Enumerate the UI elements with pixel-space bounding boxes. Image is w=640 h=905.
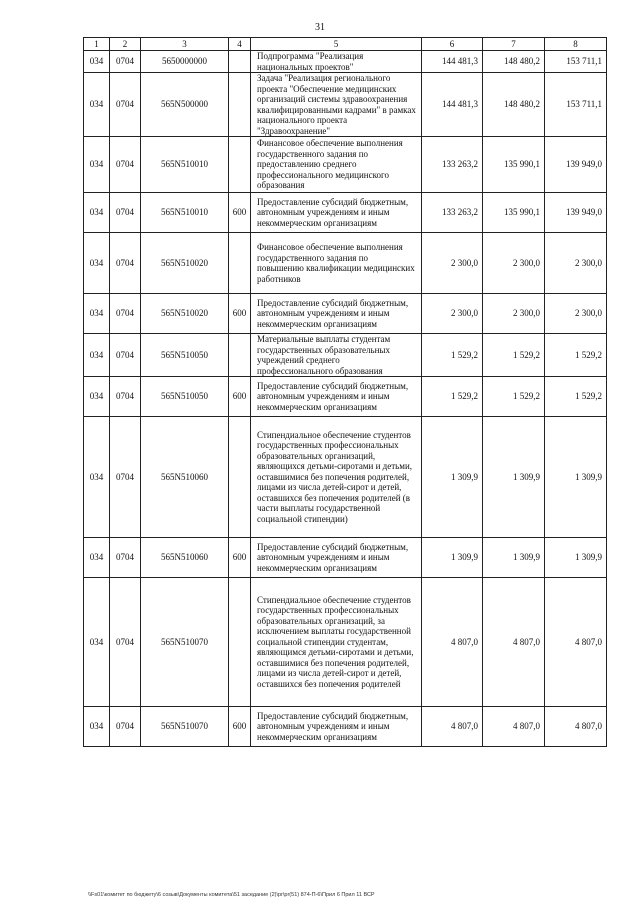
amount-2021-cell: 1 309,9 [422, 538, 483, 578]
code-admin-cell: 034 [84, 538, 110, 578]
code-admin-cell: 034 [84, 137, 110, 193]
code-admin-cell: 034 [84, 193, 110, 233]
code-admin-cell: 034 [84, 334, 110, 377]
header-cell: 2 [110, 38, 141, 51]
description-cell: Материальные выплаты студентам государственных образовательных учреждений среднего профессионального образования [251, 334, 422, 377]
amount-2023-cell: 4 807,0 [545, 578, 607, 707]
amount-2021-cell: 133 263,2 [422, 137, 483, 193]
code-section-cell: 0704 [110, 233, 141, 294]
code-admin-cell: 034 [84, 578, 110, 707]
description-cell: Финансовое обеспечение выполнения государственного задания по повышению квалификации медицинских работников [251, 233, 422, 294]
code-target-cell: 565N510060 [141, 417, 229, 538]
amount-2023-cell: 139 949,0 [545, 193, 607, 233]
table-row [84, 578, 607, 707]
code-target-cell: 565N510020 [141, 233, 229, 294]
budget-table [83, 37, 607, 747]
amount-2021-cell: 1 529,2 [422, 377, 483, 417]
amount-2023-cell: 4 807,0 [545, 707, 607, 747]
header-cell: 7 [483, 38, 545, 51]
amount-2021-cell: 144 481,3 [422, 73, 483, 137]
amount-2023-cell: 1 309,9 [545, 538, 607, 578]
code-target-cell: 565N510070 [141, 707, 229, 747]
description-cell: Финансовое обеспечение выполнения государственного задания по предоставлению среднего профессионального медицинского образования [251, 137, 422, 193]
table-row [84, 193, 607, 233]
amount-2022-cell: 2 300,0 [483, 294, 545, 334]
table-row [84, 377, 607, 417]
code-target-cell: 565N510050 [141, 377, 229, 417]
code-expense-type-cell: 600 [229, 377, 251, 417]
code-expense-type-cell: 600 [229, 707, 251, 747]
table-row [84, 73, 607, 137]
amount-2021-cell: 1 309,9 [422, 417, 483, 538]
file-path-footer: \\Fs01\комитет по бюджету\6 созыв\Документы комитета\51 заседание (2)\pr\pr(51) 874-П-6\Прил 6 Прил 11 ВСР [88, 892, 375, 898]
code-admin-cell: 034 [84, 377, 110, 417]
amount-2022-cell: 1 529,2 [483, 334, 545, 377]
code-target-cell: 565N500000 [141, 73, 229, 137]
code-target-cell: 565N510070 [141, 578, 229, 707]
description-cell: Предоставление субсидий бюджетным, автономным учреждениям и иным некоммерческим организациям [251, 377, 422, 417]
description-cell: Стипендиальное обеспечение студентов государственных профессиональных образовательных организаций, за исключением выплаты государственной социальной стипендии студентам, являющимся детьми-сиротами и детьми, оставшимися без попечения родителей, лицами из числа детей-сирот и детей, оставшихся без попечения родителей [251, 578, 422, 707]
code-expense-type-cell [229, 578, 251, 707]
amount-2023-cell: 139 949,0 [545, 137, 607, 193]
code-section-cell: 0704 [110, 707, 141, 747]
amount-2022-cell: 1 309,9 [483, 538, 545, 578]
header-cell: 4 [229, 38, 251, 51]
amount-2021-cell: 2 300,0 [422, 294, 483, 334]
code-admin-cell: 034 [84, 73, 110, 137]
table-row [84, 137, 607, 193]
code-expense-type-cell [229, 51, 251, 73]
amount-2023-cell: 153 711,1 [545, 73, 607, 137]
amount-2023-cell: 1 529,2 [545, 377, 607, 417]
amount-2021-cell: 144 481,3 [422, 51, 483, 73]
table-header-row [84, 38, 607, 51]
table-row [84, 233, 607, 294]
code-section-cell: 0704 [110, 334, 141, 377]
code-target-cell: 565N510010 [141, 193, 229, 233]
description-cell: Подпрограмма "Реализация национальных проектов" [251, 51, 422, 73]
amount-2022-cell: 148 480,2 [483, 73, 545, 137]
code-target-cell: 565N510010 [141, 137, 229, 193]
code-target-cell: 5650000000 [141, 51, 229, 73]
header-cell: 1 [84, 38, 110, 51]
code-admin-cell: 034 [84, 233, 110, 294]
code-admin-cell: 034 [84, 707, 110, 747]
code-expense-type-cell: 600 [229, 294, 251, 334]
amount-2021-cell: 4 807,0 [422, 578, 483, 707]
code-section-cell: 0704 [110, 137, 141, 193]
code-expense-type-cell [229, 233, 251, 294]
description-cell: Предоставление субсидий бюджетным, автономным учреждениям и иным некоммерческим организациям [251, 193, 422, 233]
amount-2021-cell: 4 807,0 [422, 707, 483, 747]
description-cell: Предоставление субсидий бюджетным, автономным учреждениям и иным некоммерческим организациям [251, 294, 422, 334]
description-cell: Предоставление субсидий бюджетным, автономным учреждениям и иным некоммерческим организациям [251, 538, 422, 578]
amount-2022-cell: 4 807,0 [483, 578, 545, 707]
code-section-cell: 0704 [110, 377, 141, 417]
code-expense-type-cell [229, 334, 251, 377]
code-expense-type-cell: 600 [229, 193, 251, 233]
amount-2022-cell: 148 480,2 [483, 51, 545, 73]
amount-2022-cell: 135 990,1 [483, 193, 545, 233]
amount-2023-cell: 2 300,0 [545, 294, 607, 334]
code-expense-type-cell: 600 [229, 538, 251, 578]
header-cell: 8 [545, 38, 607, 51]
amount-2023-cell: 2 300,0 [545, 233, 607, 294]
page-number: 31 [315, 22, 325, 33]
code-section-cell: 0704 [110, 538, 141, 578]
code-section-cell: 0704 [110, 578, 141, 707]
header-cell: 6 [422, 38, 483, 51]
amount-2022-cell: 1 309,9 [483, 417, 545, 538]
code-admin-cell: 034 [84, 417, 110, 538]
amount-2021-cell: 2 300,0 [422, 233, 483, 294]
amount-2023-cell: 1 309,9 [545, 417, 607, 538]
amount-2023-cell: 153 711,1 [545, 51, 607, 73]
table-row [84, 294, 607, 334]
amount-2022-cell: 1 529,2 [483, 377, 545, 417]
table-row [84, 334, 607, 377]
amount-2023-cell: 1 529,2 [545, 334, 607, 377]
header-cell: 5 [251, 38, 422, 51]
code-expense-type-cell [229, 417, 251, 538]
table-row [84, 417, 607, 538]
code-section-cell: 0704 [110, 51, 141, 73]
amount-2022-cell: 2 300,0 [483, 233, 545, 294]
code-target-cell: 565N510060 [141, 538, 229, 578]
table-row [84, 707, 607, 747]
amount-2021-cell: 133 263,2 [422, 193, 483, 233]
table-row [84, 538, 607, 578]
code-target-cell: 565N510050 [141, 334, 229, 377]
code-section-cell: 0704 [110, 417, 141, 538]
table-row [84, 51, 607, 73]
code-admin-cell: 034 [84, 294, 110, 334]
code-target-cell: 565N510020 [141, 294, 229, 334]
code-section-cell: 0704 [110, 73, 141, 137]
amount-2022-cell: 4 807,0 [483, 707, 545, 747]
code-section-cell: 0704 [110, 193, 141, 233]
code-expense-type-cell [229, 137, 251, 193]
code-admin-cell: 034 [84, 51, 110, 73]
amount-2022-cell: 135 990,1 [483, 137, 545, 193]
code-expense-type-cell [229, 73, 251, 137]
amount-2021-cell: 1 529,2 [422, 334, 483, 377]
description-cell: Стипендиальное обеспечение студентов государственных профессиональных образовательных организаций, являющихся детьми-сиротами и детьми, оставшимися без попечения родителей, лицами из числа детей-сирот и детей, оставшихся без попечения родителей (в части выплаты государственной социальной стипендии) [251, 417, 422, 538]
description-cell: Задача "Реализация регионального проекта "Обеспечение медицинских организаций системы здравоохранения квалифицированными кадрами" в рамках национального проекта "Здравоохранение" [251, 73, 422, 137]
description-cell: Предоставление субсидий бюджетным, автономным учреждениям и иным некоммерческим организациям [251, 707, 422, 747]
code-section-cell: 0704 [110, 294, 141, 334]
header-cell: 3 [141, 38, 229, 51]
